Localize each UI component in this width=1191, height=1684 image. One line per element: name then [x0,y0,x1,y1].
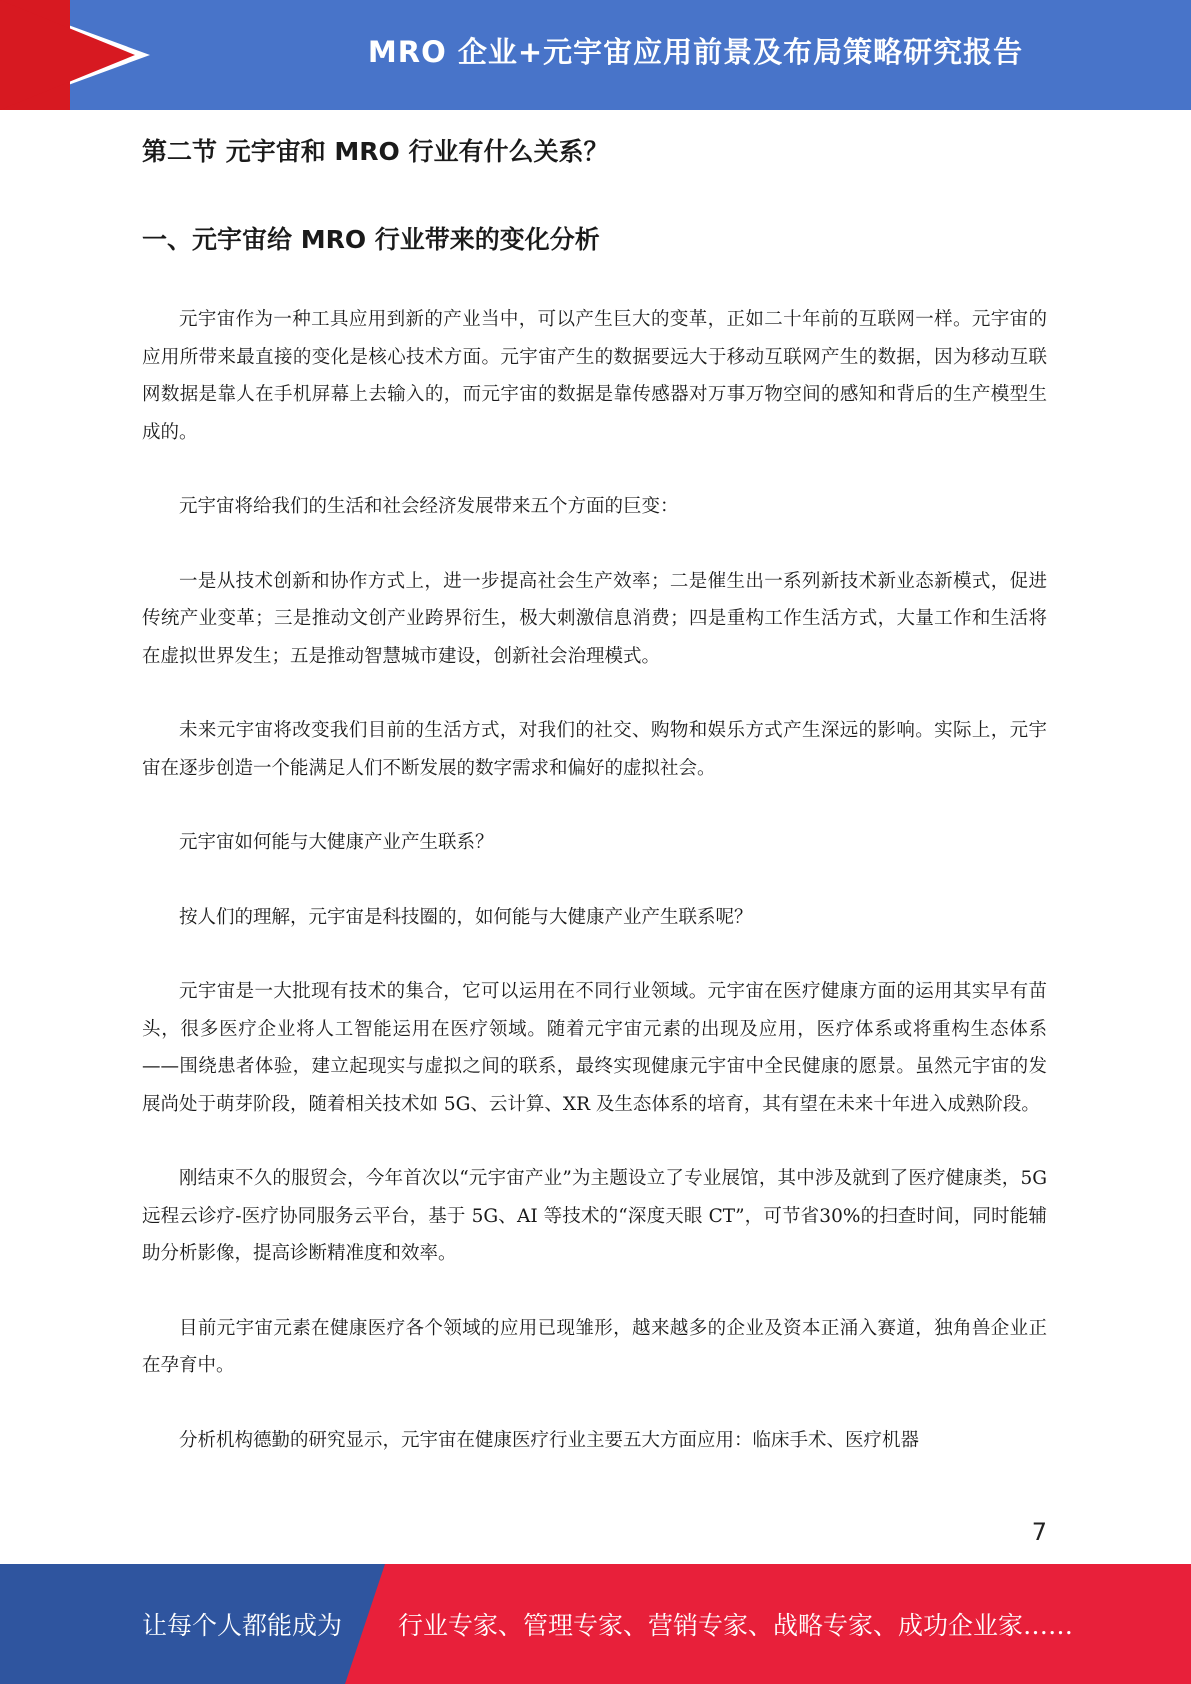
report-title: MRO 企业+元宇宙应用前景及布局策略研究报告 [367,34,1024,69]
footer-slogan-right: 行业专家、管理专家、营销专家、战略专家、成功企业家…… [398,1611,1074,1640]
paragraph: 元宇宙将给我们的生活和社会经济发展带来五个方面的巨变： [179,496,679,517]
paragraph: 按人们的理解，元宇宙是科技圈的，如何能与大健康产业产生联系呢？ [179,906,753,928]
page-number: 7 [1031,1518,1047,1546]
page-header [0,0,1191,110]
header-red-arrow [0,0,135,110]
subsection-heading: 一、元宇宙给 MRO 行业带来的变化分析 [142,225,600,254]
paragraph: 一是从技术创新和协作方式上，进一步提高社会生产效率；二是催生出一系列新技术新业态新模式，促进传统产业变革；三是推动文创产业跨界衍生，极大刺激信息消费；四是重构工作生活方式，大量工作和生活将在虚拟世界发生；五是推动智慧城市建设，创新社会治理模式。 [142,570,1047,667]
paragraph: 元宇宙如何能与大健康产业产生联系？ [179,832,494,853]
page-footer [0,1564,1191,1684]
paragraph: 刚结束不久的服贸会，今年首次以“元宇宙产业”为主题设立了专业展馆，其中涉及就到了医疗健康类，5G 远程云诊疗-医疗协同服务云平台，基于 5G、AI 等技术的“深度天眼 CT”，可节省30%的扫查时间，同时能辅助分析影像，提高诊断精准度和效率。 [142,1168,1047,1264]
paragraph: 元宇宙是一大批现有技术的集合，它可以运用在不同行业领域。元宇宙在医疗健康方面的运用其实早有苗头，很多医疗企业将人工智能运用在医疗领域。随着元宇宙元素的出现及应用，医疗体系或将重构生态体系——围绕患者体验，建立起现实与虚拟之间的联系，最终实现健康元宇宙中全民健康的愿景。虽然元宇宙的发展尚处于萌芽阶段，随着相关技术如 5G、云计算、XR 及生态体系的培育，其有望在未来十年进入成熟阶段。 [142,981,1047,1115]
paragraph: 元宇宙作为一种工具应用到新的产业当中，可以产生巨大的变革，正如二十年前的互联网一样。元宇宙的应用所带来最直接的变化是核心技术方面。元宇宙产生的数据要远大于移动互联网产生的数据，因为移动互联网数据是靠人在手机屏幕上去输入的，而元宇宙的数据是靠传感器对万事万物空间的感知和背后的生产模型生成的。 [142,309,1047,443]
paragraph: 分析机构德勤的研究显示，元宇宙在健康医疗行业主要五大方面应用：临床手术、医疗机器 [179,1429,920,1451]
section-heading: 第二节 元宇宙和 MRO 行业有什么关系？ [142,137,609,166]
main-content [142,120,1047,1459]
paragraph: 未来元宇宙将改变我们目前的生活方式，对我们的社交、购物和娱乐方式产生深远的影响。实际上，元宇宙在逐步创造一个能满足人们不断发展的数字需求和偏好的虚拟社会。 [142,720,1047,779]
paragraph: 目前元宇宙元素在健康医疗各个领域的应用已现雏形，越来越多的企业及资本正涌入赛道，独角兽企业正在孕育中。 [142,1317,1047,1376]
footer-slogan-left: 让每个人都能成为 [142,1611,343,1640]
